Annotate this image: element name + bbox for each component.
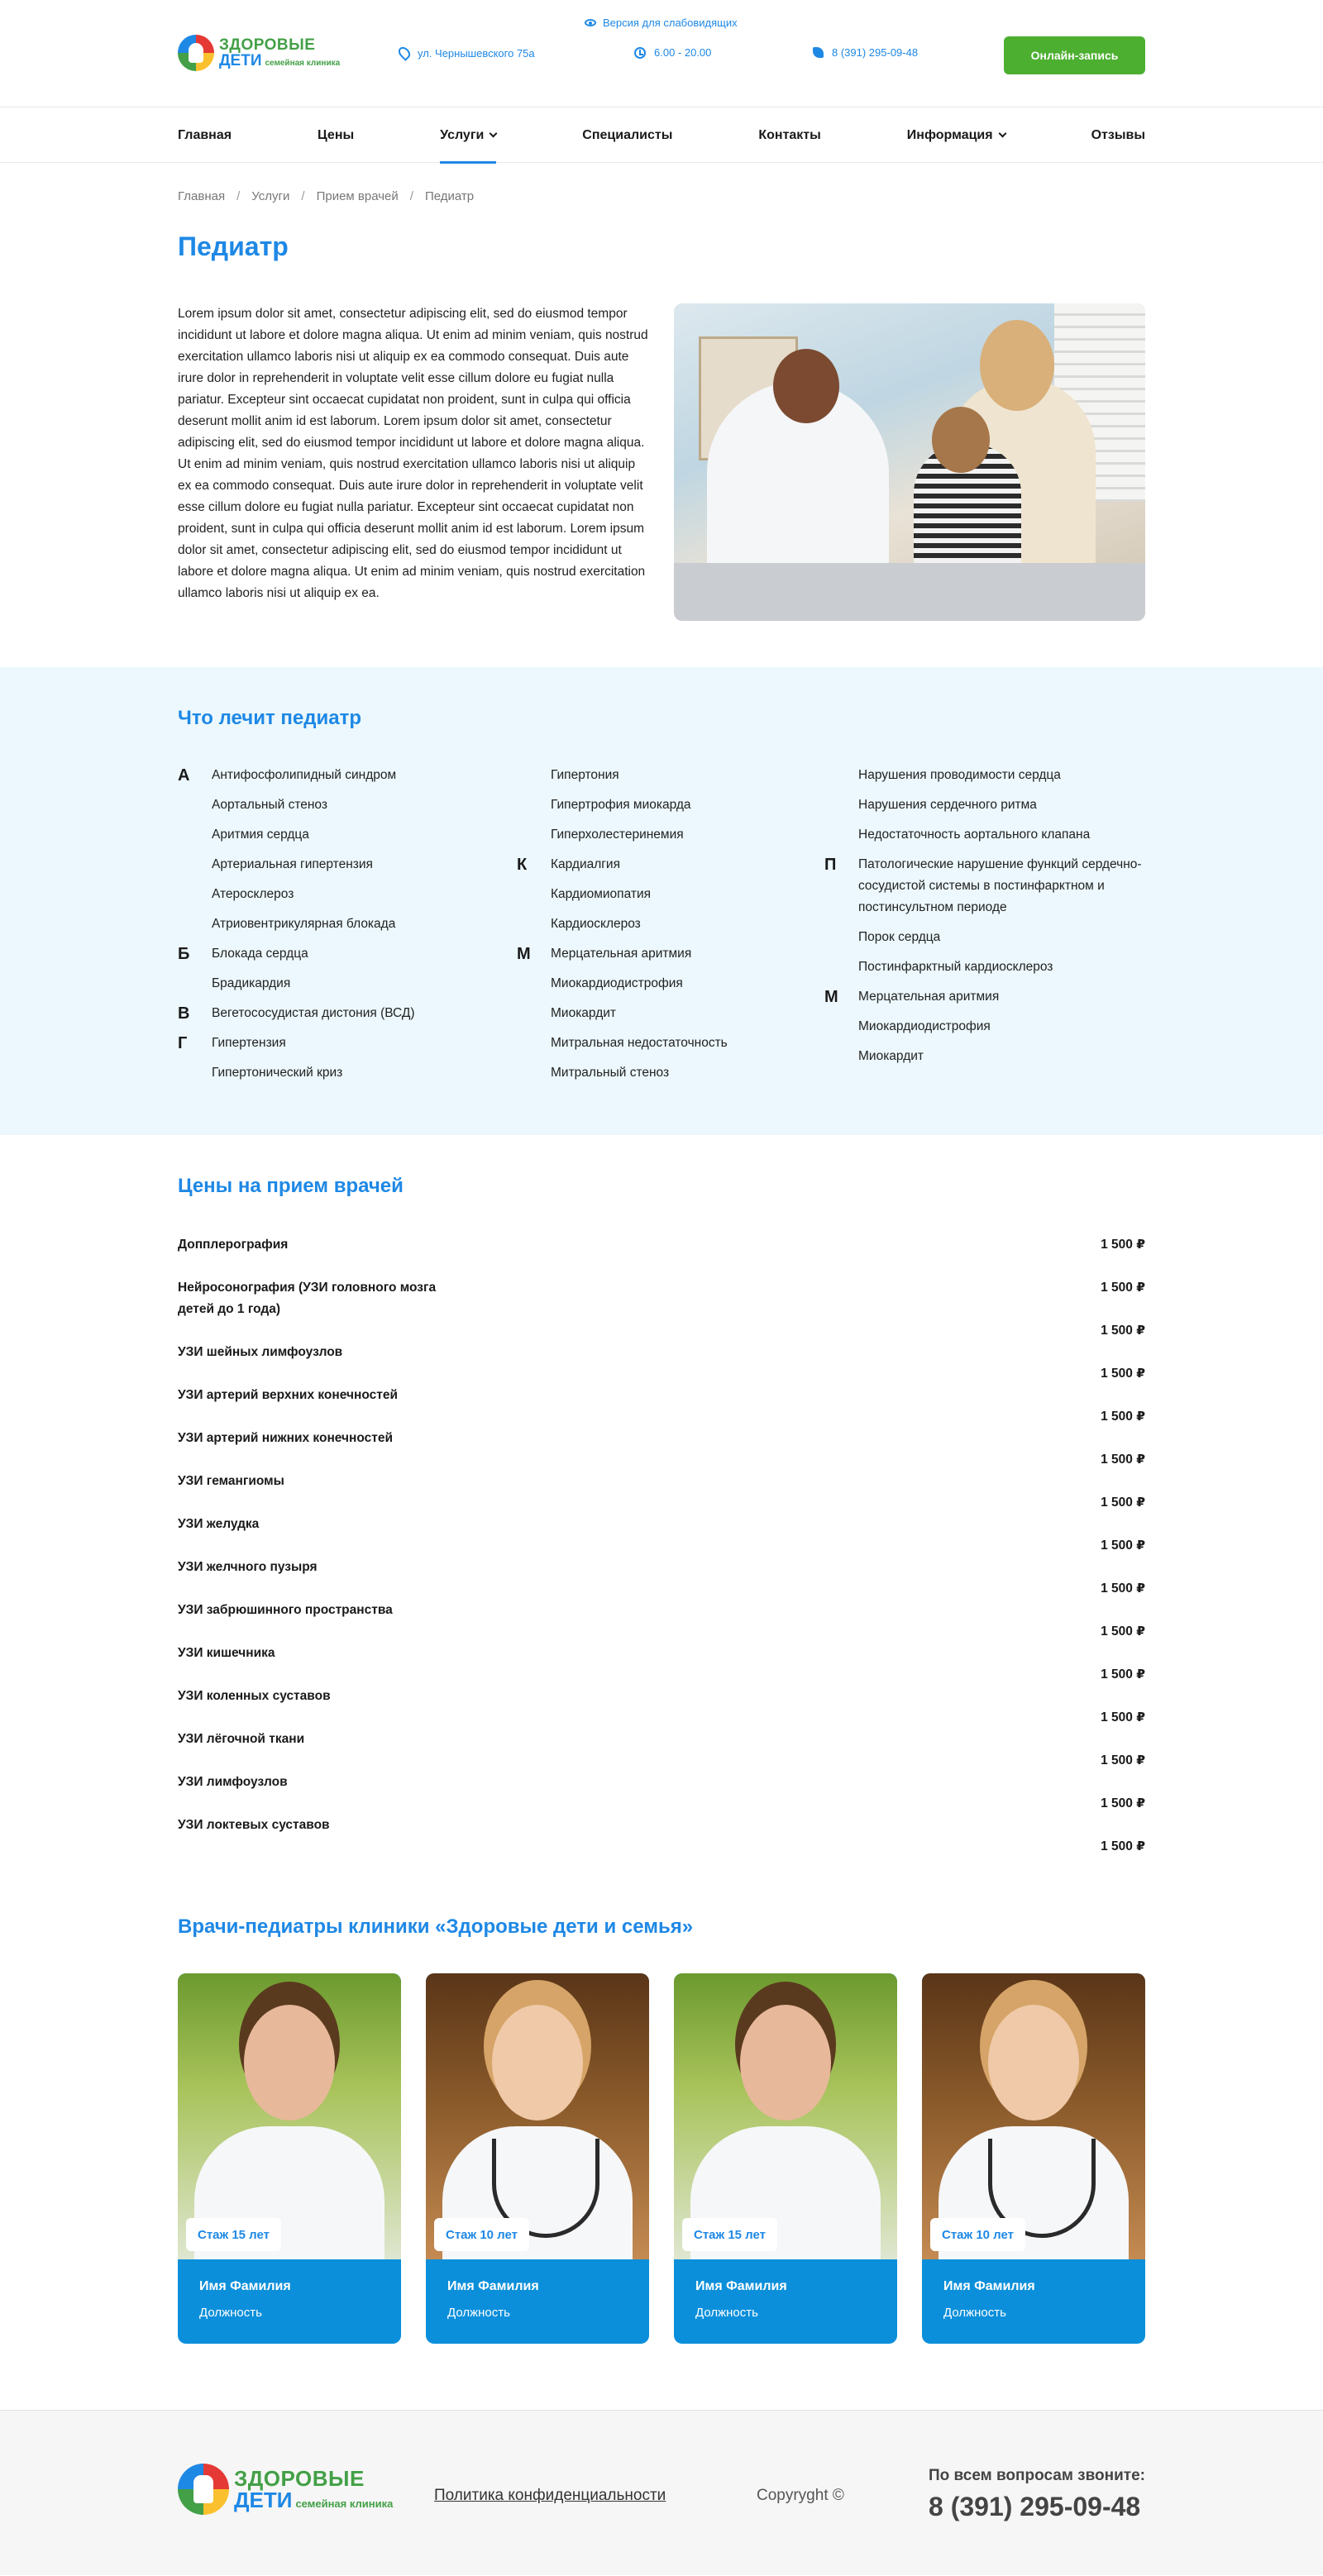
footer-phone[interactable]: 8 (391) 295-09-48 bbox=[929, 2492, 1141, 2521]
condition-item[interactable] bbox=[178, 794, 517, 816]
condition-name: Атеросклероз bbox=[212, 887, 294, 901]
price-value: 1 500 ₽ bbox=[1101, 1367, 1145, 1381]
footer-phone-label: По всем вопросам звоните: bbox=[929, 2467, 1145, 2484]
treats-title: Что лечит педиатр bbox=[178, 707, 362, 729]
experience-badge: Стаж 10 лет bbox=[434, 2218, 529, 2251]
logo-mark-icon bbox=[178, 2464, 229, 2515]
breadcrumb bbox=[178, 163, 1145, 203]
price-item-name: Нейросонография (УЗИ головного мозга детей до 1 года) bbox=[178, 1281, 437, 1316]
alphabet-letter: М bbox=[517, 945, 531, 963]
condition-item[interactable] bbox=[517, 1003, 824, 1024]
nav-label: Услуги bbox=[440, 127, 485, 142]
logo-text bbox=[234, 2468, 393, 2511]
condition-name: Вегетососудистая дистония (ВСД) bbox=[212, 1006, 415, 1020]
nav-item-services[interactable] bbox=[440, 107, 496, 163]
working-hours bbox=[634, 46, 711, 59]
alphabet-letter: К bbox=[517, 856, 528, 874]
price-value: 1 500 ₽ bbox=[1101, 1581, 1145, 1596]
price-value: 1 500 ₽ bbox=[1101, 1410, 1145, 1424]
condition-name: Патологические нарушение функций сердечно-сосудистой системы в постинфарктном и постинсультном периоде bbox=[858, 857, 1142, 914]
copyright: Copyryght © bbox=[757, 2487, 844, 2504]
breadcrumb-separator: / bbox=[236, 189, 241, 203]
phone-icon bbox=[813, 47, 824, 58]
condition-name: Кардиалгия bbox=[551, 857, 620, 871]
treats-section bbox=[0, 667, 1323, 1135]
price-value: 1 500 ₽ bbox=[1101, 1753, 1145, 1767]
breadcrumb-separator: / bbox=[301, 189, 305, 203]
condition-name: Брадикардия bbox=[212, 976, 291, 990]
nav-item-home[interactable] bbox=[178, 107, 232, 163]
alphabet-letter: Б bbox=[178, 945, 190, 963]
price-item-name: УЗИ забрюшинного пространства bbox=[178, 1603, 393, 1617]
condition-item[interactable] bbox=[178, 943, 517, 965]
price-item-name: УЗИ артерий верхних конечностей bbox=[178, 1388, 398, 1402]
condition-item[interactable] bbox=[517, 914, 824, 935]
condition-name: Гипертензия bbox=[212, 1036, 286, 1050]
condition-name: Аритмия сердца bbox=[212, 828, 309, 842]
price-item-name: УЗИ артерий нижних конечностей bbox=[178, 1431, 394, 1445]
condition-name: Постинфарктный кардиосклероз bbox=[858, 960, 1053, 974]
logo-line2 bbox=[234, 2489, 393, 2511]
alphabet-letter bbox=[824, 794, 858, 816]
doctor-photo bbox=[674, 1973, 897, 2259]
doctor-card[interactable] bbox=[674, 1973, 897, 2344]
condition-item[interactable] bbox=[517, 824, 824, 846]
price-item-name: УЗИ лимфоузлов bbox=[178, 1775, 288, 1789]
condition-item[interactable] bbox=[824, 956, 1145, 978]
footer-logo[interactable] bbox=[178, 2464, 393, 2515]
nav-label: Главная bbox=[178, 127, 232, 142]
breadcrumb-link[interactable]: Прием врачей bbox=[316, 189, 399, 203]
doctors-title: Врачи-педиатры клиники «Здоровые дети и семья» bbox=[178, 1915, 694, 1938]
address bbox=[399, 46, 535, 60]
address-text: ул. Чернышевского 75а bbox=[418, 46, 535, 60]
price-value: 1 500 ₽ bbox=[1101, 1667, 1145, 1682]
price-item-name: УЗИ гемангиомы bbox=[178, 1474, 284, 1488]
price-value: 1 500 ₽ bbox=[1101, 1496, 1145, 1510]
alphabet-letter: В bbox=[178, 1004, 190, 1023]
intro-section bbox=[0, 163, 1323, 667]
condition-item[interactable] bbox=[517, 1033, 824, 1054]
condition-name: Артериальная гипертензия bbox=[212, 857, 373, 871]
alphabet-letter: Г bbox=[178, 1034, 188, 1052]
doctors-section bbox=[0, 1879, 1323, 2410]
alphabet-letter bbox=[517, 824, 551, 846]
condition-item[interactable] bbox=[824, 794, 1145, 816]
condition-item[interactable] bbox=[517, 1062, 824, 1084]
intro bbox=[178, 303, 1145, 667]
alphabet-letter bbox=[824, 927, 858, 948]
condition-item[interactable] bbox=[824, 1016, 1145, 1038]
doctor-name: Имя Фамилия bbox=[695, 2279, 787, 2293]
price-value: 1 500 ₽ bbox=[1101, 1839, 1145, 1853]
experience-badge: Стаж 10 лет bbox=[930, 2218, 1025, 2251]
doctor-card[interactable] bbox=[922, 1973, 1145, 2344]
clock-icon bbox=[634, 47, 646, 59]
privacy-policy-link[interactable]: Политика конфиденциальности bbox=[434, 2487, 666, 2504]
working-hours-text: 6.00 - 20.00 bbox=[654, 46, 712, 59]
doctor-photo bbox=[922, 1973, 1145, 2259]
alphabet-letter: М bbox=[824, 988, 838, 1006]
alphabet-letter bbox=[178, 794, 212, 816]
doctor-card[interactable] bbox=[178, 1973, 401, 2344]
price-value: 1 500 ₽ bbox=[1101, 1796, 1145, 1810]
online-record-button[interactable]: Онлайн-запись bbox=[1004, 36, 1145, 74]
pediatrician-photo bbox=[674, 303, 1145, 621]
doctor-role: Должность bbox=[695, 2306, 758, 2320]
doctor-role: Должность bbox=[943, 2306, 1006, 2320]
price-value: 1 500 ₽ bbox=[1101, 1710, 1145, 1724]
logo-line2b: семейная клиника bbox=[265, 59, 341, 68]
condition-name: Гипертонический криз bbox=[212, 1066, 343, 1080]
logo-line2a: ДЕТИ bbox=[234, 2488, 293, 2512]
alphabet-letter bbox=[178, 884, 212, 905]
logo-line2 bbox=[219, 53, 340, 69]
condition-item[interactable] bbox=[517, 765, 824, 786]
alphabet-letter bbox=[517, 1062, 551, 1084]
condition-item[interactable] bbox=[178, 1003, 517, 1024]
condition-item[interactable] bbox=[824, 1046, 1145, 1067]
condition-name: Мерцательная аритмия bbox=[858, 990, 1000, 1004]
logo[interactable] bbox=[178, 35, 340, 71]
condition-item[interactable] bbox=[517, 884, 824, 905]
price-item-name: УЗИ шейных лимфоузлов bbox=[178, 1345, 343, 1359]
alphabet-letter bbox=[178, 1062, 212, 1084]
condition-item[interactable] bbox=[517, 943, 824, 965]
price-item-name: УЗИ желудка bbox=[178, 1517, 260, 1531]
alphabet-letter bbox=[517, 794, 551, 816]
condition-name: Нарушения проводимости сердца bbox=[858, 768, 1061, 782]
header-phone[interactable] bbox=[813, 46, 918, 59]
intro-text: Lorem ipsum dolor sit amet, consectetur adipiscing elit, sed do eiusmod tempor incididunt ut labore et dolore magna aliqua. Ut enim ad minim veniam, quis nostrud exercitation ullamco laboris nisi ut aliquip ex ea commodo consequat. Duis aute irure dolor in reprehenderit in voluptate velit esse cillum dolore eu fugiat nulla pariatur. Excepteur sint occaecat cupidatat non proident, sunt in culpa qui officia deserunt mollit anim id est laborum. Lorem ipsum dolor sit amet, consectetur adipiscing elit, sed do eiusmod tempor incididunt ut labore et dolore magna aliqua. Ut enim ad minim veniam, quis nostrud exercitation ullamco laboris nisi ut aliquip ex ea commodo consequat. Duis aute irure dolor in reprehenderit in voluptate velit esse cillum dolore eu fugiat nulla pariatur. Excepteur sint occaecat cupidatat non proident, sunt in culpa qui officia deserunt mollit anim id est laborum. Lorem ipsum dolor sit amet, consectetur adipiscing elit, sed do eiusmod tempor incididunt ut labore et dolore magna aliqua. Ut enim ad minim veniam, quis nostrud exercitation ullamco laboris nisi ut aliquip ex ea. bbox=[178, 307, 648, 600]
condition-name: Нарушения сердечного ритма bbox=[858, 798, 1037, 812]
nav-label: Специалисты bbox=[582, 127, 673, 142]
doctor-role: Должность bbox=[447, 2306, 510, 2320]
chevron-down-icon bbox=[490, 130, 498, 138]
condition-item[interactable] bbox=[178, 914, 517, 935]
footer bbox=[0, 2410, 1323, 2575]
price-item-name: УЗИ локтевых суставов bbox=[178, 1818, 330, 1832]
doctor-name: Имя Фамилия bbox=[199, 2279, 291, 2293]
main-nav bbox=[0, 107, 1323, 163]
alphabet-letter bbox=[517, 884, 551, 905]
alphabet-letter: А bbox=[178, 766, 190, 785]
alphabet-letter bbox=[824, 765, 858, 786]
condition-name: Мерцательная аритмия bbox=[551, 947, 692, 961]
condition-name: Миокардиодистрофия bbox=[551, 976, 683, 990]
topbar bbox=[0, 0, 1323, 107]
page-title: Педиатр bbox=[178, 231, 289, 261]
condition-item[interactable] bbox=[178, 1033, 517, 1054]
condition-name: Кардиомиопатия bbox=[551, 887, 651, 901]
logo-line2a: ДЕТИ bbox=[219, 52, 262, 69]
price-value: 1 500 ₽ bbox=[1101, 1238, 1145, 1252]
condition-name: Гипертония bbox=[551, 768, 619, 782]
prices-section bbox=[0, 1135, 1323, 1879]
condition-item[interactable] bbox=[824, 927, 1145, 948]
treats-column-3 bbox=[824, 765, 1145, 1092]
condition-item[interactable] bbox=[178, 854, 517, 875]
condition-name: Блокада сердца bbox=[212, 947, 308, 961]
condition-item[interactable] bbox=[517, 794, 824, 816]
condition-name: Кардиосклероз bbox=[551, 917, 641, 931]
condition-name: Митральный стеноз bbox=[551, 1066, 670, 1080]
breadcrumb-separator: / bbox=[409, 189, 413, 203]
alphabet-letter bbox=[824, 956, 858, 978]
logo-line1: ЗДОРОВЫЕ bbox=[219, 36, 316, 54]
condition-item[interactable] bbox=[824, 824, 1145, 846]
footer-contact bbox=[929, 2467, 1145, 2522]
condition-name: Аортальный стеноз bbox=[212, 798, 327, 812]
alphabet-letter bbox=[824, 1016, 858, 1038]
condition-name: Недостаточность аортального клапана bbox=[858, 828, 1091, 842]
condition-item[interactable] bbox=[824, 986, 1145, 1008]
price-value: 1 500 ₽ bbox=[1101, 1453, 1145, 1467]
alphabet-letter bbox=[178, 854, 212, 875]
nav-item-reviews[interactable] bbox=[1091, 107, 1145, 163]
condition-name: Миокардит bbox=[858, 1049, 924, 1063]
nav-label: Информация bbox=[906, 127, 993, 142]
treats-columns bbox=[178, 765, 1145, 1092]
logo-mark-icon bbox=[178, 35, 214, 71]
nav-item-contacts[interactable] bbox=[758, 107, 820, 163]
price-item-name: УЗИ кишечника bbox=[178, 1646, 275, 1660]
alphabet-letter bbox=[824, 1046, 858, 1067]
breadcrumb-link[interactable]: Главная bbox=[178, 189, 226, 203]
nav-label: Контакты bbox=[758, 127, 821, 142]
condition-name: Миокардиодистрофия bbox=[858, 1019, 991, 1033]
nav-item-prices[interactable] bbox=[318, 107, 354, 163]
alphabet-letter bbox=[824, 824, 858, 846]
price-item-name: Допплерография bbox=[178, 1238, 289, 1252]
condition-item[interactable] bbox=[517, 973, 824, 995]
vision-version-label: Версия для слабовидящих bbox=[603, 17, 738, 29]
condition-item[interactable] bbox=[178, 1062, 517, 1084]
logo-line1: ЗДОРОВЫЕ bbox=[234, 2466, 365, 2491]
alphabet-letter bbox=[178, 824, 212, 846]
condition-item[interactable] bbox=[517, 854, 824, 875]
doctor-cards bbox=[178, 1973, 1145, 2344]
header-phone-text: 8 (391) 295-09-48 bbox=[832, 46, 919, 59]
nav-item-information[interactable] bbox=[907, 107, 1005, 163]
condition-item[interactable] bbox=[178, 765, 517, 786]
price-value: 1 500 ₽ bbox=[1101, 1324, 1145, 1338]
prices-title: Цены на прием врачей bbox=[178, 1175, 404, 1197]
condition-name: Порок сердца bbox=[858, 930, 941, 944]
condition-name: Гипертрофия миокарда bbox=[551, 798, 691, 812]
experience-badge: Стаж 15 лет bbox=[186, 2218, 281, 2251]
condition-item[interactable] bbox=[178, 824, 517, 846]
price-list bbox=[178, 1234, 1145, 1879]
header bbox=[0, 0, 1323, 163]
nav-label: Отзывы bbox=[1091, 127, 1145, 142]
condition-name: Антифосфолипидный синдром bbox=[212, 768, 397, 782]
breadcrumb-link[interactable]: Услуги bbox=[251, 189, 290, 203]
logo-line2b: семейная клиника bbox=[295, 2497, 394, 2510]
doctor-role: Должность bbox=[199, 2306, 262, 2320]
logo-text bbox=[219, 37, 340, 69]
price-item-name: УЗИ желчного пузыря bbox=[178, 1560, 318, 1574]
alphabet-letter bbox=[517, 914, 551, 935]
alphabet-letter bbox=[517, 765, 551, 786]
condition-name: Гиперхолестеринемия bbox=[551, 828, 684, 842]
treats-column-1 bbox=[178, 765, 517, 1092]
condition-item[interactable] bbox=[824, 854, 1145, 918]
doctor-photo bbox=[178, 1973, 401, 2259]
nav-label: Цены bbox=[318, 127, 355, 142]
condition-name: Атриовентрикулярная блокада bbox=[212, 917, 396, 931]
eye-icon bbox=[585, 19, 596, 26]
location-pin-icon bbox=[396, 45, 413, 61]
price-value: 1 500 ₽ bbox=[1101, 1281, 1145, 1295]
alphabet-letter bbox=[517, 973, 551, 995]
price-value: 1 500 ₽ bbox=[1101, 1624, 1145, 1639]
condition-item[interactable] bbox=[178, 973, 517, 995]
alphabet-letter bbox=[517, 1003, 551, 1024]
doctor-name: Имя Фамилия bbox=[943, 2279, 1035, 2293]
breadcrumb-current: Педиатр bbox=[424, 189, 475, 203]
price-item-name: УЗИ лёгочной ткани bbox=[178, 1732, 305, 1746]
price-item-name: УЗИ коленных суставов bbox=[178, 1689, 331, 1703]
condition-item[interactable] bbox=[178, 884, 517, 905]
vision-version-link[interactable] bbox=[585, 17, 738, 29]
price-value: 1 500 ₽ bbox=[1101, 1538, 1145, 1553]
alphabet-letter bbox=[517, 1033, 551, 1054]
alphabet-letter bbox=[178, 914, 212, 935]
doctor-name: Имя Фамилия bbox=[447, 2279, 539, 2293]
alphabet-letter bbox=[178, 973, 212, 995]
chevron-down-icon bbox=[998, 130, 1006, 138]
alphabet-letter: П bbox=[824, 856, 837, 874]
experience-badge: Стаж 15 лет bbox=[682, 2218, 777, 2251]
doctor-photo bbox=[426, 1973, 649, 2259]
condition-name: Митральная недостаточность bbox=[551, 1036, 728, 1050]
condition-name: Миокардит bbox=[551, 1006, 616, 1020]
treats-column-2 bbox=[517, 765, 824, 1092]
nav-item-specialists[interactable] bbox=[582, 107, 672, 163]
condition-item[interactable] bbox=[824, 765, 1145, 786]
doctor-card[interactable] bbox=[426, 1973, 649, 2344]
